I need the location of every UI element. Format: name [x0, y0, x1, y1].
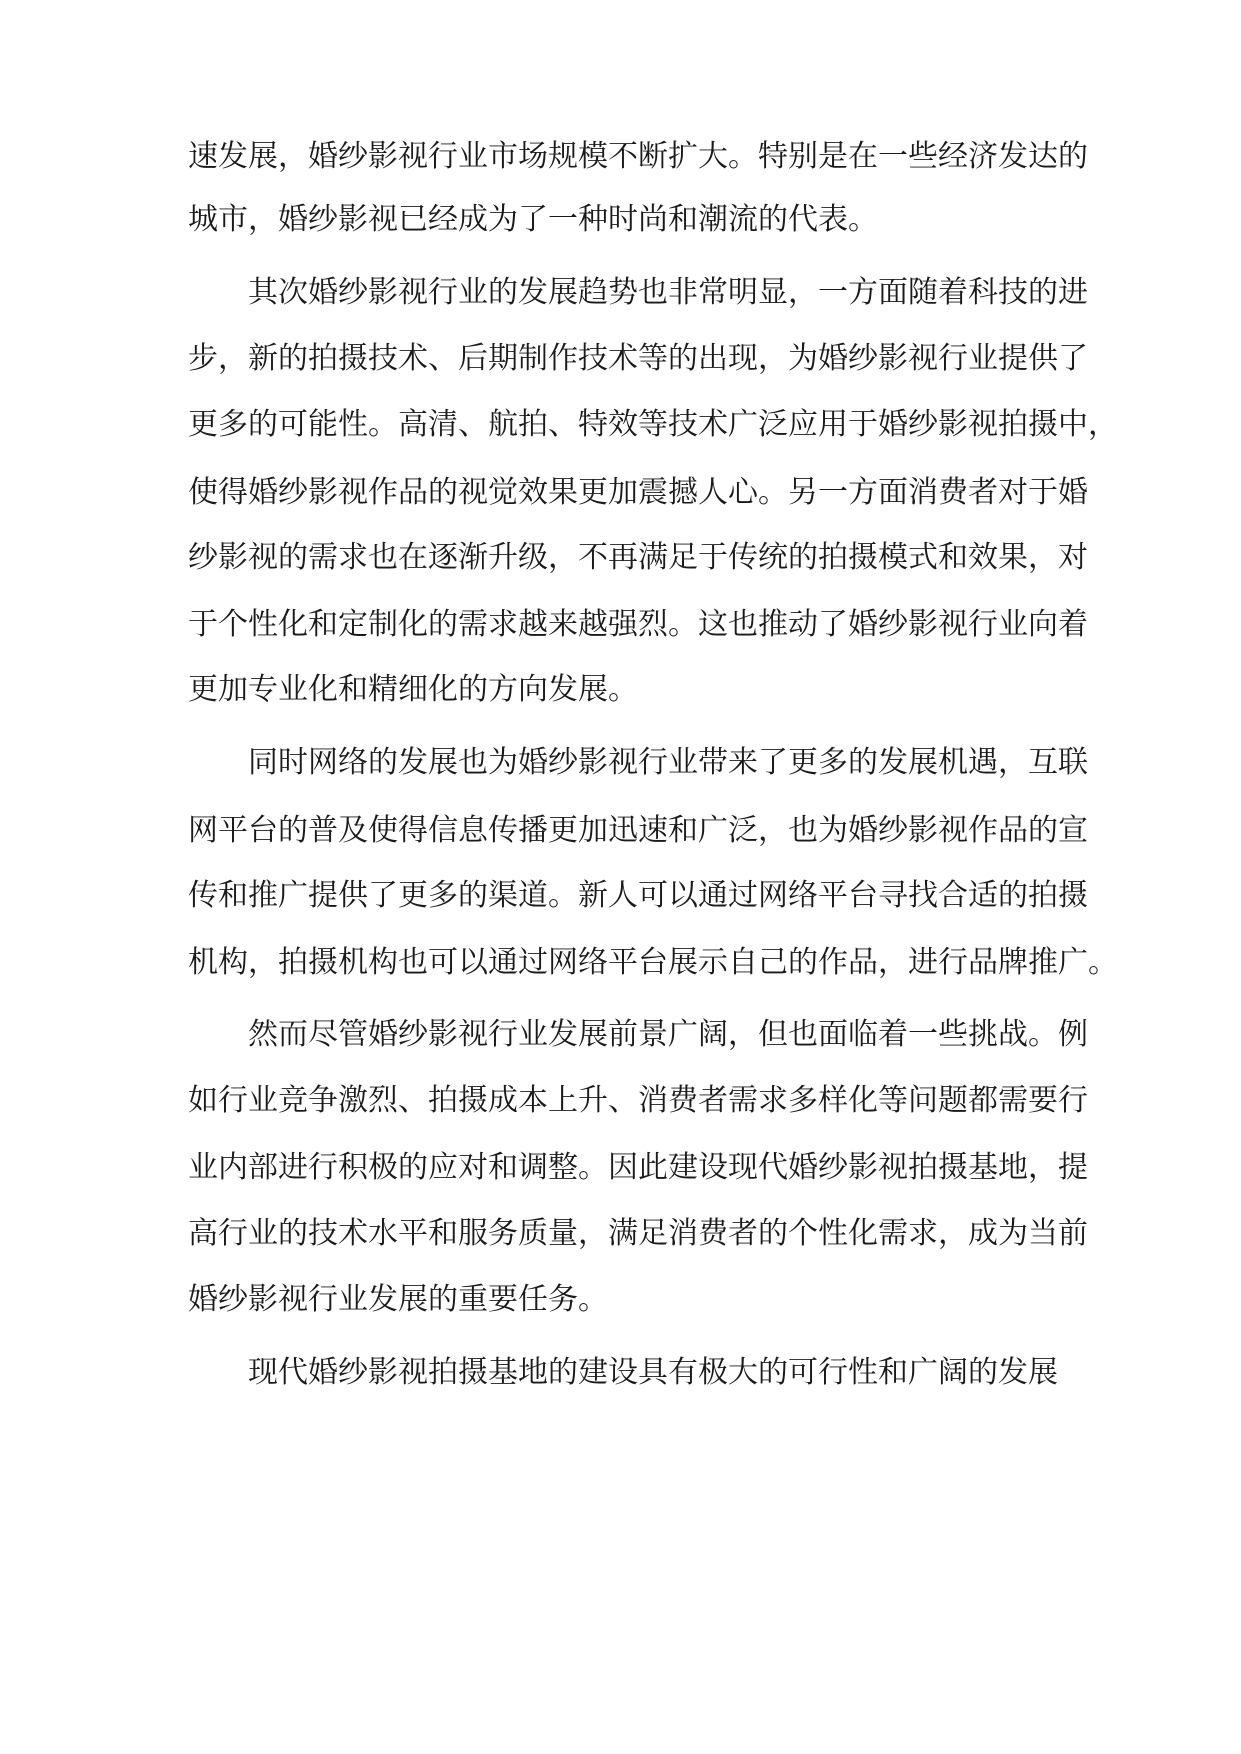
text-line: 步，新的拍摄技术、后期制作技术等的出现，为婚纱影视行业提供了: [188, 341, 1088, 376]
text-line: 网平台的普及使得信息传播更加迅速和广泛，也为婚纱影视作品的宣: [188, 813, 1088, 848]
text-line: 于个性化和定制化的需求越来越强烈。这也推动了婚纱影视行业向着: [188, 607, 1088, 642]
text-line: 纱影视的需求也在逐渐升级，不再满足于传统的拍摄模式和效果，对: [188, 540, 1088, 575]
text-line: 使得婚纱影视作品的视觉效果更加震撼人心。另一方面消费者对于婚: [188, 475, 1088, 510]
text-line: 更加专业化和精细化的方向发展。: [188, 672, 638, 707]
text-line: 婚纱影视行业发展的重要任务。: [188, 1282, 608, 1317]
text-line: 城市，婚纱影视已经成为了一种时尚和潮流的代表。: [188, 202, 878, 237]
paragraph-first-line: 然而尽管婚纱影视行业发展前景广阔，但也面临着一些挑战。例: [248, 1017, 1088, 1052]
text-line: 传和推广提供了更多的渠道。新人可以通过网络平台寻找合适的拍摄: [188, 878, 1088, 913]
text-line: 速发展，婚纱影视行业市场规模不断扩大。特别是在一些经济发达的: [188, 139, 1088, 174]
paragraph-first-line: 同时网络的发展也为婚纱影视行业带来了更多的发展机遇，互联: [248, 745, 1088, 780]
text-line: 高行业的技术水平和服务质量，满足消费者的个性化需求，成为当前: [188, 1216, 1088, 1251]
text-line: 业内部进行积极的应对和调整。因此建设现代婚纱影视拍摄基地，提: [188, 1150, 1088, 1185]
text-line: 更多的可能性。高清、航拍、特效等技术广泛应用于婚纱影视拍摄中，: [188, 407, 1118, 442]
text-line: 如行业竞争激烈、拍摄成本上升、消费者需求多样化等问题都需要行: [188, 1083, 1088, 1118]
paragraph-first-line: 其次婚纱影视行业的发展趋势也非常明显，一方面随着科技的进: [248, 275, 1088, 310]
text-line: 机构，拍摄机构也可以通过网络平台展示自己的作品，进行品牌推广。: [188, 945, 1118, 980]
paragraph-first-line: 现代婚纱影视拍摄基地的建设具有极大的可行性和广阔的发展: [248, 1355, 1058, 1390]
